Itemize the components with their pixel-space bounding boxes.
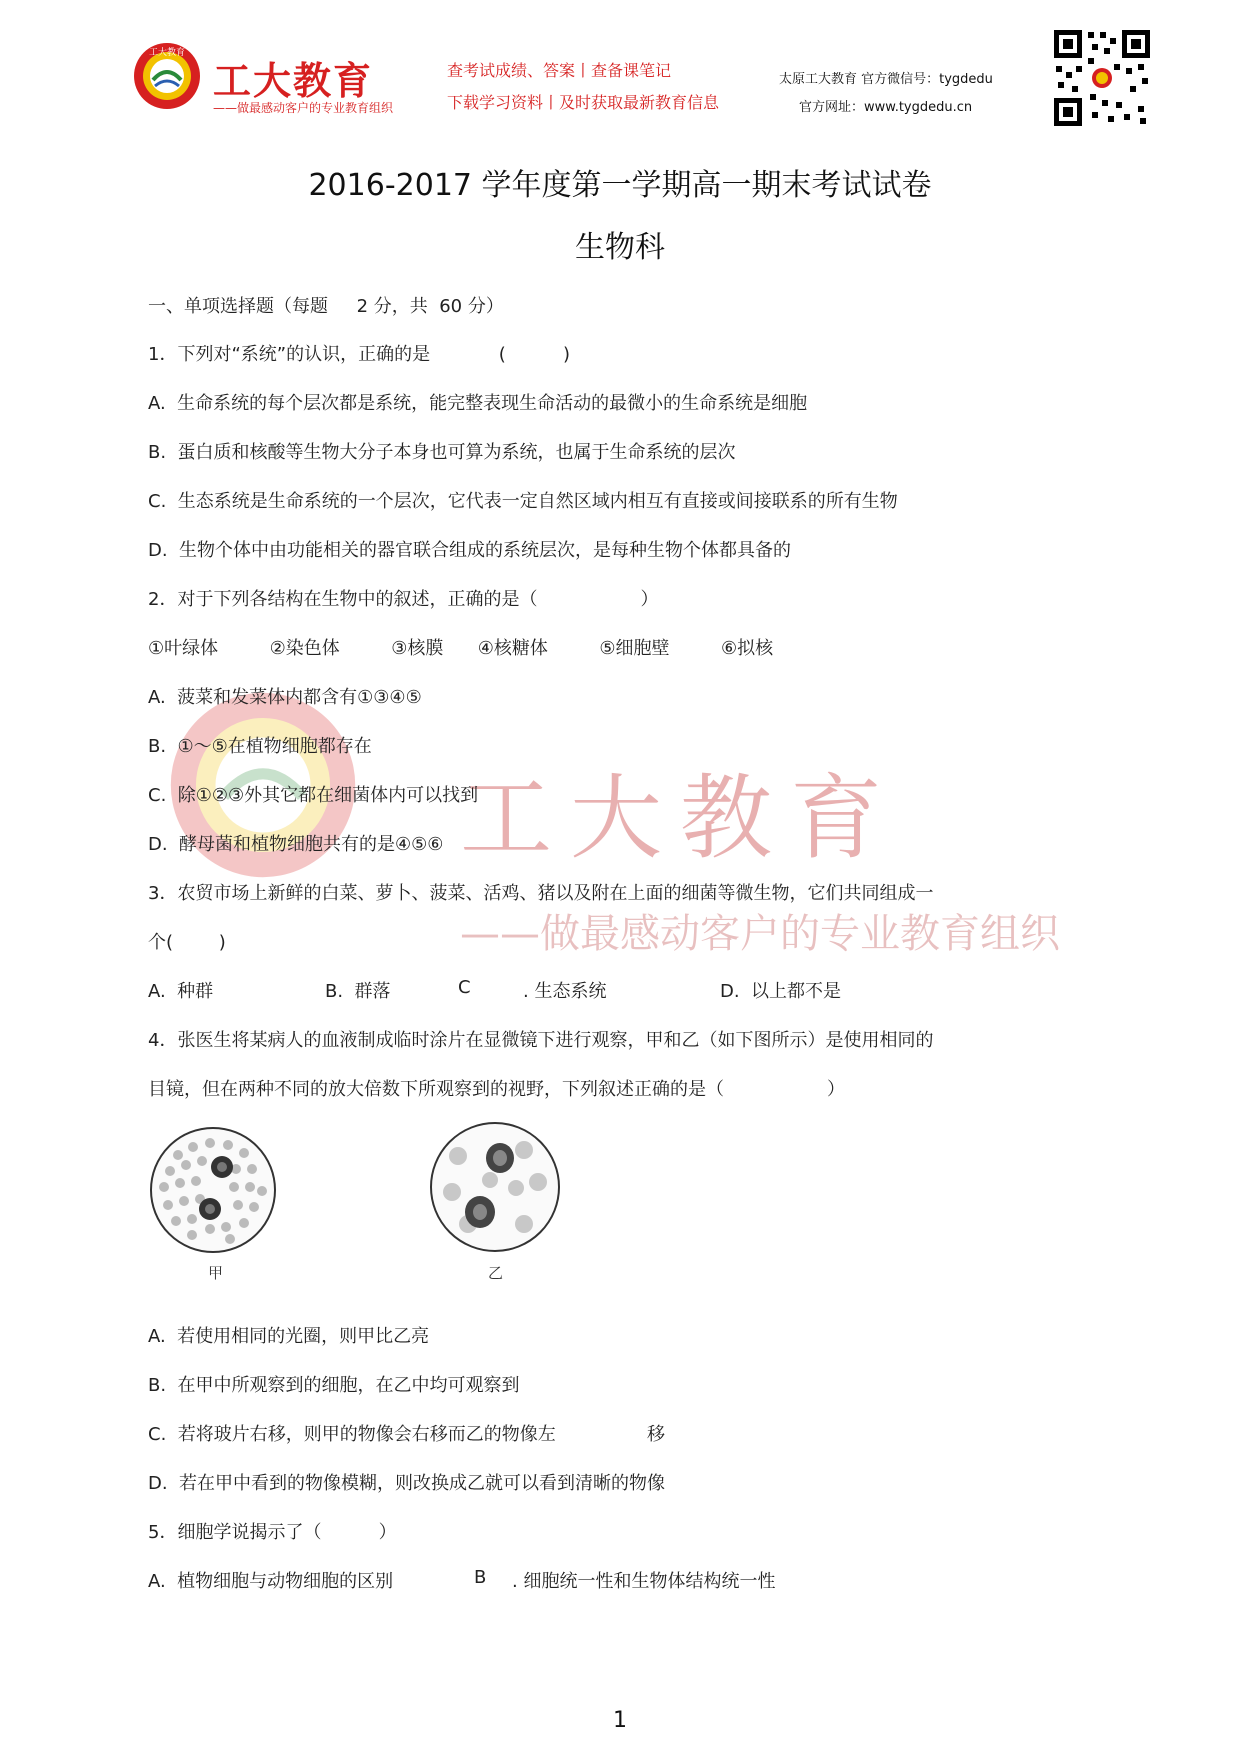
question-1-stem: 1．下列对“系统”的认识，正确的是 ( ) (148, 344, 571, 365)
question-4-option-a: A. 若使用相同的光圈，则甲比乙亮 (148, 1326, 430, 1347)
microscope-field-yi-icon (428, 1120, 563, 1255)
question-4-option-d: D. 若在甲中看到的物像模糊，则改换成乙就可以看到清晰的物像 (148, 1473, 666, 1494)
watermark-subtext: ——做最感动客户的专业教育组织 (460, 911, 1060, 957)
question-3-option-c-letter: C (458, 977, 471, 998)
watermark-text: 工大教育 (460, 765, 901, 872)
question-1-option-c: C. 生态系统是生命系统的一个层次，它代表一定自然区域内相互有直接或间接联系的所有生物 (148, 491, 898, 512)
question-3-option-b: B. 群落 (325, 981, 391, 1002)
question-3-stem-cont: 个( ) (148, 932, 226, 953)
question-2-option-a: A. 菠菜和发菜体内都含有①③④⑤ (148, 687, 422, 708)
section-heading: 一、单项选择题（每题 2 分，共 60 分） (148, 296, 504, 317)
contact-wechat: 太原工大教育 官方微信号：tygdedu (779, 72, 993, 87)
brand-slogan: ——做最感动客户的专业教育组织 (213, 101, 394, 115)
contact-website: 官方网址：www.tygdedu.cn (799, 100, 973, 115)
header-links-line2: 下载学习资料丨及时获取最新教育信息 (447, 93, 720, 112)
header-links-line1: 查考试成绩、答案丨查备课笔记 (447, 61, 672, 80)
question-3-option-d: D. 以上都不是 (720, 981, 842, 1002)
question-3-option-c: . 生态系统 (523, 981, 607, 1002)
question-1-option-b: B. 蛋白质和核酸等生物大分子本身也可算为系统，也属于生命系统的层次 (148, 442, 736, 463)
question-1-option-a: A. 生命系统的每个层次都是系统，能完整表现生命活动的最微小的生命系统是细胞 (148, 393, 808, 414)
microscope-field-jia-icon (148, 1125, 278, 1255)
question-4-option-b: B. 在甲中所观察到的细胞，在乙中均可观察到 (148, 1375, 520, 1396)
question-4-stem: 4．张医生将某病人的血液制成临时涂片在显微镜下进行观察，甲和乙（如下图所示）是使用相同的 (148, 1030, 934, 1051)
page-title: 2016-2017 学年度第一学期高一期末考试试卷 (308, 168, 932, 203)
question-5-stem: 5．细胞学说揭示了（ ） (148, 1522, 397, 1543)
question-2-option-b: B. ①～⑤在植物细胞都存在 (148, 736, 372, 757)
figure-label-yi: 乙 (488, 1264, 504, 1282)
question-5-option-a: A. 植物细胞与动物细胞的区别 (148, 1571, 394, 1592)
question-1-option-d: D. 生物个体中由功能相关的器官联合组成的系统层次，是每种生物个体都具备的 (148, 540, 792, 561)
question-5-option-b-letter: B (474, 1567, 487, 1588)
page-number: 1 (613, 1708, 627, 1733)
question-5-option-b: . 细胞统一性和生物体结构统一性 (512, 1571, 776, 1592)
question-2-stem: 2．对于下列各结构在生物中的叙述，正确的是（ ） (148, 589, 659, 610)
figure-label-jia: 甲 (208, 1264, 224, 1282)
question-4-stem-cont: 目镜，但在两种不同的放大倍数下所观察到的视野，下列叙述正确的是（ ） (148, 1079, 845, 1100)
qr-code-icon (1052, 28, 1152, 128)
question-4-option-c: C. 若将玻片右移，则甲的物像会右移而乙的物像左 (148, 1424, 556, 1445)
brand-name: 工大教育 (213, 59, 374, 103)
question-2-option-c: C. 除①②③外其它都在细菌体内可以找到 (148, 785, 479, 806)
question-2-option-d: D. 酵母菌和植物细胞共有的是④⑤⑥ (148, 834, 444, 855)
question-4-option-c-tail: 移 (647, 1424, 665, 1445)
subject-title: 生物科 (575, 230, 665, 265)
logo-ring-text: 工大教育 (148, 48, 186, 58)
question-3-stem: 3．农贸市场上新鲜的白菜、萝卜、菠菜、活鸡、猪以及附在上面的细菌等微生物，它们共同组成一 (148, 883, 934, 904)
question-3-option-a: A. 种群 (148, 981, 214, 1002)
question-2-items: ①叶绿体 ②染色体 ③核膜 ④核糖体 ⑤细胞壁 ⑥拟核 (148, 638, 774, 659)
brand-logo-icon (133, 42, 201, 110)
